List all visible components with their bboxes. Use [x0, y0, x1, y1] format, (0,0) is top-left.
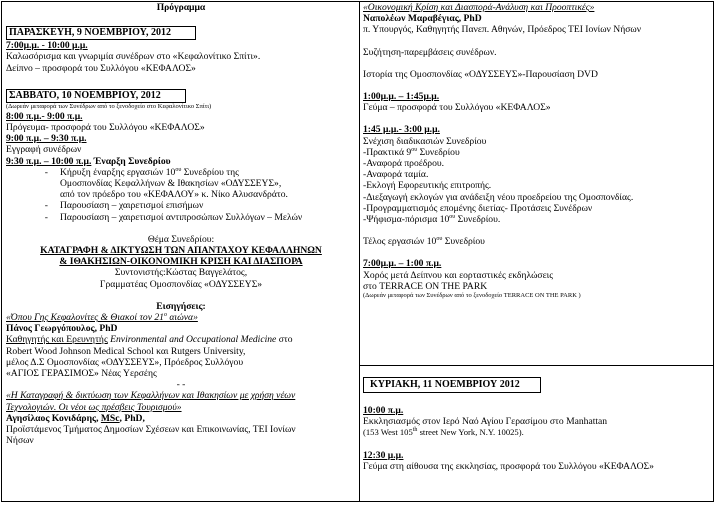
bullet-text: Παρουσίαση – χαιρετισμοί αντιπροσώπων Συλλόγων – Μελών	[60, 211, 303, 223]
column-divider	[359, 1, 360, 502]
talk3-speaker: Ναπολέων Μαραβέγιας, PhD	[363, 13, 482, 25]
friday-welcome: Καλωσόρισμα και γνωριμία συνέδρων στο «Κεφαλονίτικο Σπίτι».	[6, 51, 261, 63]
talk2-title-2: Τεχνολογιών. Οι νέοι ως πρέσβεις Τουρισμού»	[6, 401, 182, 413]
friday-dinner: Δείπνο – προσφορά του Συλλόγου «ΚΕΦΑΛΟΣ»	[6, 62, 196, 74]
discussion: Συζήτηση-παρεμβάσεις συνέδρων.	[363, 46, 497, 58]
saturday-time-3: 9:30 π.μ. – 10:00 π.μ.	[6, 155, 92, 167]
talk1-speaker: Πάνος Γεωργόπουλος, PhD	[6, 323, 118, 335]
church-address: (153 West 105th street New York, N.Y. 10025).	[363, 427, 524, 438]
bullet-text: από τον πρόεδρο του «ΚΕΦΑΛΟΥ» κ. Νίκο Αλυσανδράτο.	[60, 189, 288, 201]
dinner-line-1: Χορός μετά Δείπνου και εορταστικές εκδηλώσεις	[363, 269, 553, 281]
section-rule	[360, 365, 714, 366]
coordinator: Συντονιστής:Κώστας Βαγγελάτος,	[114, 267, 248, 279]
dinner-transport-note: (Δωρεάν μεταφορά των Συνέδρων από το ξενοδοχείο TERRACE ON THE PARK )	[363, 292, 581, 300]
session-item: Σνέχιση διαδικασιών Συνεδρίου	[363, 135, 487, 147]
saturday-day-title: ΣΑΒΒΑΤΟ, 10 ΝΟΕΜΒΡΙΟΥ, 2012	[6, 89, 186, 103]
opening-bullet-continuation	[6, 189, 356, 200]
talk2-speaker: Αγησίλαος Κονιδάρης, MSc, PhD,	[6, 412, 145, 424]
talk2-affiliation-2: Νήσων	[6, 435, 34, 447]
friday-day-title: ΠΑΡΑΣΚΕΥΗ, 9 ΝΟΕΜΒΡΙΟΥ, 2012	[6, 26, 196, 40]
left-column	[6, 2, 356, 447]
sunday-day-title: ΚΥΡΙΑΚΗ, 11 ΝΟΕΜΒΡΙΟΥ 2012	[363, 377, 541, 393]
talk1-affiliation-3: μέλος Δ.Σ Ομοσπονδίας «ΟΔΥΣΣΕΥΣ», Πρόεδρος Συλλόγου	[6, 356, 244, 368]
greetings-officials-bullet: - Παρουσίαση – χαιρετισμοί επισήμων	[44, 200, 204, 212]
theme-label: Θέμα Συνεδρίου:	[147, 233, 215, 245]
greetings-members-bullet: - Παρουσίαση – χαιρετισμοί αντιπροσώπων Συλλόγων – Μελών	[44, 211, 303, 223]
talk3-title: «Οικονομική Κρίση και Διασπορά-Ανάλυση και Προοπτικές»	[363, 2, 595, 13]
bullet-symbol: -	[44, 166, 48, 178]
saturday-opening-title: Έναρξη Συνεδρίου	[91, 155, 171, 167]
saturday-time-1: 8:00 π.μ.- 9:00 π.μ.	[6, 110, 83, 122]
speakers-label: Εισηγήσεις:	[156, 300, 206, 312]
talk2-title-1: «Η Καταγραφή & δικτύωση των Κεφαλλήνων και Ιθακησίων με χρήση νέων	[6, 390, 296, 402]
sunday-time-1: 10:00 π.μ.	[363, 405, 404, 416]
opening-bullet	[6, 167, 356, 178]
saturday-transport-note: (Δωρεάν μεταφορά των Συνέδρων από το ξενοδοχείο στο Κεφαλονίτικο Σπίτι)	[6, 102, 212, 110]
session-item: -Εκλογή Εφορευτικής επιτροπής.	[363, 180, 492, 192]
right-column	[363, 2, 713, 300]
friday-time: 7:00μ.μ. - 10:00 μ.μ.	[6, 40, 88, 52]
saturday-breakfast: Πρόγευμα- προσφορά του Συλλόγου «ΚΕΦΑΛΟΣ»	[6, 122, 205, 134]
talk1-affiliation-2: Robert Wood Johnson Medical School και Rutgers University,	[6, 345, 246, 357]
saturday-opening-row	[6, 156, 356, 167]
saturday-registration: Εγγραφή συνέδρων	[6, 144, 82, 156]
talk1-affiliation-1: Καθηγητής και Ερευνητής Environmental and Occupational Medicine στο	[6, 334, 293, 346]
sunday-lunch: Γεύμα στη αίθουσα της εκκλησίας, προσφορά του Συλλόγου «ΚΕΦΑΛΟΣ»	[363, 460, 654, 472]
lunch-time: 1:00μ.μ. – 1:45μ.μ.	[363, 91, 440, 103]
saturday-time-2: 9:00 π.μ. – 9:30 π.μ.	[6, 133, 87, 145]
session-item: -Αναφορά ταμία.	[363, 169, 429, 181]
theme-line-2: & ΙΘΑΚΗΣΙΩΝ-ΟΙΚΟΝΟΜΙΚΗ ΚΡΙΣΗ ΚΑΙ ΔΙΑΣΠΟΡΑ	[59, 256, 303, 268]
talk-separator: - -	[176, 379, 186, 391]
talk1-title: «Όπου Γης Κεφαλονίτες & Θιακοί τον $21^o$ αιώνα»	[6, 311, 198, 324]
sunday-section	[363, 374, 713, 472]
session-item: -Προγραμματισμός επομένης διετίας- Προτάσεις Συνέδρων	[363, 202, 593, 214]
history-dvd: Ιστορία της Ομοσπονδίας «ΟΔΥΣΣΕΥΣ»-Παρουσίαση DVD	[363, 68, 598, 80]
lunch: Γεύμα – προσφορά του Συλλόγου «ΚΕΦΑΛΟΣ»	[363, 102, 551, 114]
sunday-time-2: 12:30 μ.μ.	[363, 449, 404, 461]
dinner-time: 7:00μ.μ. – 1:00 π.μ.	[363, 258, 442, 270]
session-item: -Διεξαγωγή εκλογών για ανάδειξη νέου προεδρείου της Ομοσπονδίας.	[363, 191, 634, 203]
session-item: -Πρακτικά $9^{o\upsilon}$ Συνεδρίου	[363, 146, 460, 158]
bullet-text: Παρουσίαση – χαιρετισμοί επισήμων	[60, 200, 204, 212]
sunday-service: Εκκλησιασμός στον Ιερό Ναό Αγίου Γερασίμου στο Manhattan	[363, 416, 608, 428]
talk3-role: π. Υπουργός, Καθηγητής Πανεπ. Αθηνών, Πρόεδρος ΤΕΙ Ιονίων Νήσων	[363, 24, 642, 36]
talk2-affiliation-1: Προϊστάμενος Τμήματος Δημοσίων Σχέσεων και Επικοινωνίας, ΤΕΙ Ιονίων	[6, 424, 296, 436]
opening-bullet-continuation	[6, 178, 356, 189]
bullet-text: Ομοσπονδίας Κεφαλλήνων & Ιθακησίων «ΟΔΥΣΣΕΥΣ»,	[60, 178, 282, 190]
talk1-affiliation-4: «ΑΓΙΟΣ ΓΕΡΑΣΙΜΟΣ» Νέας Υερσέης	[6, 368, 157, 380]
coordinator-role: Γραμματέας Ομοσπονδίας «ΟΔΥΣΣΕΥΣ»	[99, 278, 263, 290]
theme-line-1: ΚΑΤΑΓΡΑΦΗ & ΔΙΚΤΥΩΣΗ ΤΩΝ ΑΠΑΝΤΑΧΟΥ ΚΕΦΑΛΛΗΝΩΝ	[40, 245, 322, 257]
program-heading: Πρόγραμμα	[156, 2, 206, 13]
session-item: -Αναφορά προέδρου.	[363, 158, 445, 170]
closing: Τέλος εργασιών $10^{o\upsilon}$ Συνεδρίου	[363, 236, 485, 248]
bullet-text: Κήρυξη έναρξης εργασιών $10^{o\upsilon}$ Συνεδρίου της	[60, 166, 239, 178]
dinner-line-2: στο TERRACE ON THE PARK	[363, 280, 488, 292]
session-time: 1:45 μ.μ.- 3:00 μ.μ.	[363, 124, 440, 136]
session-item: -Ψήφισμα-πόρισμα $10^{o\upsilon}$ Συνεδρίου.	[363, 213, 501, 226]
